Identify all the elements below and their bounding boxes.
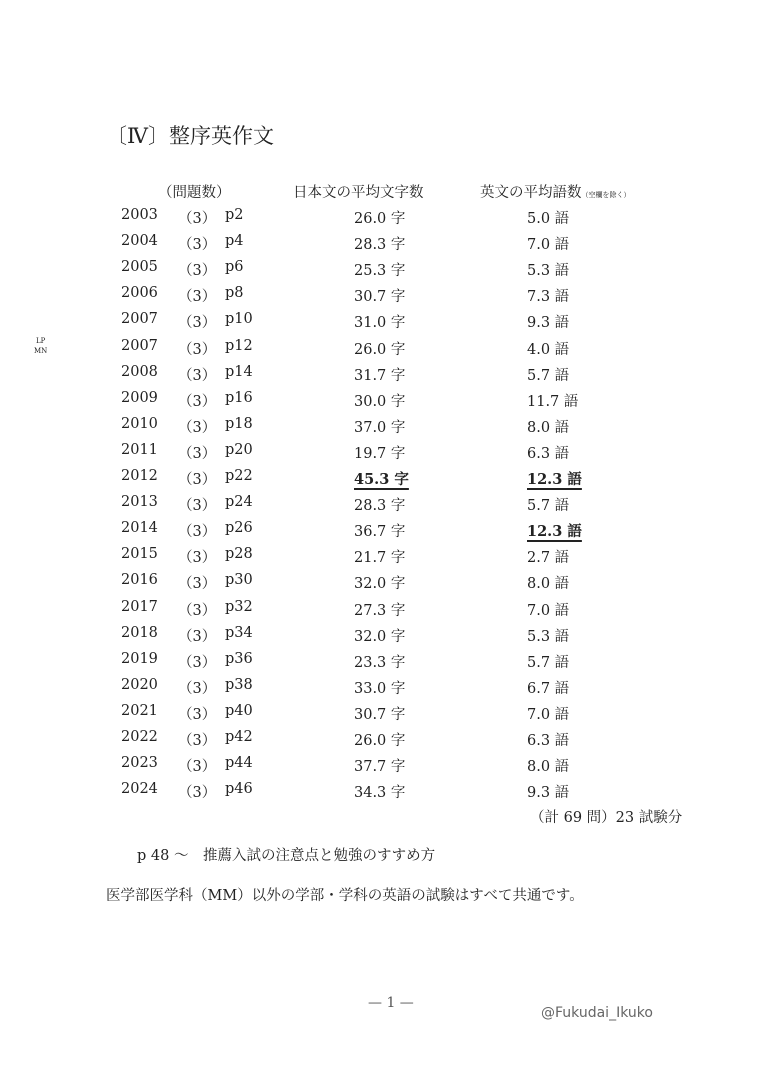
english-avg-words-cell: 7.0 語 xyxy=(527,237,570,254)
year-cell: 2024 xyxy=(121,781,158,798)
japanese-avg-chars-cell: 37.7 字 xyxy=(354,759,406,776)
japanese-avg-chars-cell: 31.0 字 xyxy=(354,315,406,332)
table-row xyxy=(0,442,765,468)
page-cell: p20 xyxy=(225,441,253,458)
question-count-cell: （3） xyxy=(178,654,217,671)
table-row xyxy=(0,207,765,233)
header-japanese-avg-chars: 日本文の平均文字数 xyxy=(293,185,424,201)
question-count-cell: （3） xyxy=(178,419,217,436)
table-row xyxy=(0,285,765,311)
english-avg-words-cell: 6.7 語 xyxy=(527,680,570,697)
year-cell: 2007 xyxy=(121,337,158,354)
page-cell: p42 xyxy=(225,729,253,745)
question-count-cell: （3） xyxy=(178,341,217,358)
table-row xyxy=(0,755,765,781)
japanese-avg-chars-cell: 28.3 字 xyxy=(354,498,406,515)
year-cell: 2022 xyxy=(121,729,158,745)
question-count-cell: （3） xyxy=(178,445,217,462)
page-cell: p30 xyxy=(225,572,253,589)
table-row xyxy=(0,677,765,703)
year-cell: 2015 xyxy=(121,546,158,563)
english-avg-words-cell: 8.0 語 xyxy=(527,759,570,776)
year-cell: 2007 xyxy=(121,311,158,328)
table-row xyxy=(0,390,765,416)
question-count-cell: （3） xyxy=(178,315,217,332)
year-cell: 2005 xyxy=(121,259,158,276)
table-row xyxy=(0,520,765,546)
year-cell: 2009 xyxy=(121,389,158,406)
year-cell: 2020 xyxy=(121,676,158,693)
page-cell: p6 xyxy=(225,259,244,276)
page-cell: p32 xyxy=(225,598,253,615)
year-cell: 2021 xyxy=(121,702,158,719)
table-row xyxy=(0,703,765,729)
japanese-avg-chars-cell: 27.3 字 xyxy=(354,602,406,619)
page-cell: p2 xyxy=(225,207,244,223)
header-english-avg-words xyxy=(480,181,631,202)
year-cell: 2011 xyxy=(121,441,158,458)
question-count-cell: （3） xyxy=(178,733,217,749)
table-row xyxy=(0,572,765,598)
japanese-avg-chars-cell: 34.3 字 xyxy=(354,785,406,802)
year-cell: 2004 xyxy=(121,233,158,250)
table-row xyxy=(0,625,765,651)
english-avg-words-cell: 8.0 語 xyxy=(527,419,570,436)
table-row xyxy=(0,599,765,625)
english-avg-words-cell: 5.7 語 xyxy=(527,498,570,515)
english-avg-words-cell: 12.3 語 xyxy=(527,471,582,488)
table-row xyxy=(0,338,765,364)
page-cell: p24 xyxy=(225,494,253,511)
table-row xyxy=(0,311,765,337)
page-cell: p10 xyxy=(225,311,253,328)
english-avg-words-cell: 9.3 語 xyxy=(527,315,570,332)
question-count-cell: （3） xyxy=(178,289,217,306)
english-avg-words-cell: 7.0 語 xyxy=(527,602,570,619)
table-row xyxy=(0,259,765,285)
note-text: 医学部医学科（MM）以外の学部・学科の英語の試験はすべて共通です。 xyxy=(106,888,584,904)
japanese-avg-chars-cell: 28.3 字 xyxy=(354,237,406,254)
japanese-avg-chars-cell: 26.0 字 xyxy=(354,733,406,749)
english-avg-words-cell: 6.3 語 xyxy=(527,445,570,462)
year-cell: 2012 xyxy=(121,468,158,484)
variant-sub: MN xyxy=(34,346,48,355)
japanese-avg-chars-cell: 31.7 字 xyxy=(354,367,406,384)
page-cell: p16 xyxy=(225,389,253,406)
page-cell: p34 xyxy=(225,624,253,641)
year-cell: 2008 xyxy=(121,363,158,380)
english-avg-words-cell: 8.0 語 xyxy=(527,576,570,593)
question-count-cell: （3） xyxy=(178,680,217,697)
japanese-avg-chars-cell: 30.7 字 xyxy=(354,289,406,306)
question-count-cell: （3） xyxy=(178,211,217,227)
english-avg-words-cell: 6.3 語 xyxy=(527,733,570,749)
question-count-cell: （3） xyxy=(178,237,217,254)
year-cell: 2014 xyxy=(121,520,158,537)
japanese-avg-chars-cell: 26.0 字 xyxy=(354,341,406,358)
header-question-count: （問題数） xyxy=(158,185,231,201)
watermark: @Fukudai_Ikuko xyxy=(541,1005,653,1021)
year-cell: 2003 xyxy=(121,207,158,223)
english-avg-words-cell: 5.7 語 xyxy=(527,654,570,671)
page-cell: p14 xyxy=(225,363,253,380)
table-row xyxy=(0,781,765,807)
question-count-cell: （3） xyxy=(178,263,217,280)
page-cell: p44 xyxy=(225,755,253,772)
japanese-avg-chars-cell: 30.0 字 xyxy=(354,393,406,410)
page-cell: p36 xyxy=(225,650,253,667)
question-count-cell: （3） xyxy=(178,576,217,593)
page-cell: p18 xyxy=(225,415,253,432)
english-avg-words-cell: 11.7 語 xyxy=(527,393,579,410)
total-summary: （計 69 問）23 試験分 xyxy=(530,810,683,826)
table-row xyxy=(0,651,765,677)
year-cell: 2010 xyxy=(121,415,158,432)
question-count-cell: （3） xyxy=(178,759,217,776)
japanese-avg-chars-cell: 33.0 字 xyxy=(354,680,406,697)
year-cell: 2016 xyxy=(121,572,158,589)
page-cell: p28 xyxy=(225,546,253,563)
year-cell: 2018 xyxy=(121,624,158,641)
year-cell: 2019 xyxy=(121,650,158,667)
english-avg-words-cell: 5.3 語 xyxy=(527,628,570,645)
english-avg-words-cell: 9.3 語 xyxy=(527,785,570,802)
next-section-reference: p 48 〜 推薦入試の注意点と勉強のすすめ方 xyxy=(137,848,436,864)
question-count-cell: （3） xyxy=(178,602,217,619)
question-count-cell: （3） xyxy=(178,524,217,541)
table-row xyxy=(0,364,765,390)
table-row xyxy=(0,729,765,755)
question-count-cell: （3） xyxy=(178,498,217,515)
japanese-avg-chars-cell: 36.7 字 xyxy=(354,524,406,541)
page-cell: p22 xyxy=(225,468,253,484)
question-count-cell: （3） xyxy=(178,472,217,488)
page-cell: p12 xyxy=(225,337,253,354)
question-count-cell: （3） xyxy=(178,628,217,645)
question-count-cell: （3） xyxy=(178,393,217,410)
section-title: 〔Ⅳ〕整序英作文 xyxy=(106,124,274,148)
japanese-avg-chars-cell: 26.0 字 xyxy=(354,211,406,227)
year-cell: 2006 xyxy=(121,285,158,302)
japanese-avg-chars-cell: 45.3 字 xyxy=(354,471,409,488)
page-cell: p38 xyxy=(225,676,253,693)
japanese-avg-chars-cell: 37.0 字 xyxy=(354,419,406,436)
page-cell: p8 xyxy=(225,285,244,302)
english-avg-words-cell: 7.0 語 xyxy=(527,706,570,723)
question-count-cell: （3） xyxy=(178,550,217,567)
table-row xyxy=(0,546,765,572)
question-count-cell: （3） xyxy=(178,706,217,723)
page-cell: p26 xyxy=(225,520,253,537)
english-avg-words-cell: 4.0 語 xyxy=(527,341,570,358)
page-number: — 1 — xyxy=(368,995,414,1011)
japanese-avg-chars-cell: 32.0 字 xyxy=(354,576,406,593)
table-row xyxy=(0,233,765,259)
year-cell: 2013 xyxy=(121,494,158,511)
year-cell: 2023 xyxy=(121,755,158,772)
table-row xyxy=(0,494,765,520)
japanese-avg-chars-cell: 25.3 字 xyxy=(354,263,406,280)
question-count-cell: （3） xyxy=(178,367,217,384)
question-count-cell: （3） xyxy=(178,785,217,802)
japanese-avg-chars-cell: 30.7 字 xyxy=(354,706,406,723)
variant-sup: LP xyxy=(35,336,46,345)
page-cell: p4 xyxy=(225,233,244,250)
english-avg-words-cell: 5.0 語 xyxy=(527,211,570,227)
page-cell: p46 xyxy=(225,781,253,798)
english-avg-words-cell: 5.7 語 xyxy=(527,367,570,384)
page-cell: p40 xyxy=(225,702,253,719)
table-row xyxy=(0,468,765,494)
japanese-avg-chars-cell: 21.7 字 xyxy=(354,550,406,567)
english-avg-words-cell: 2.7 語 xyxy=(527,550,570,567)
english-avg-words-cell: 12.3 語 xyxy=(527,523,582,541)
japanese-avg-chars-cell: 19.7 字 xyxy=(354,445,406,462)
table-row xyxy=(0,416,765,442)
header-english-label: 英文の平均語数 xyxy=(480,185,582,201)
year-variant-marker xyxy=(34,338,47,355)
header-english-note: （空欄を除く） xyxy=(581,191,631,199)
english-avg-words-cell: 5.3 語 xyxy=(527,263,570,280)
japanese-avg-chars-cell: 32.0 字 xyxy=(354,628,406,645)
english-avg-words-cell: 7.3 語 xyxy=(527,289,570,306)
year-cell: 2017 xyxy=(121,598,158,615)
japanese-avg-chars-cell: 23.3 字 xyxy=(354,654,406,671)
